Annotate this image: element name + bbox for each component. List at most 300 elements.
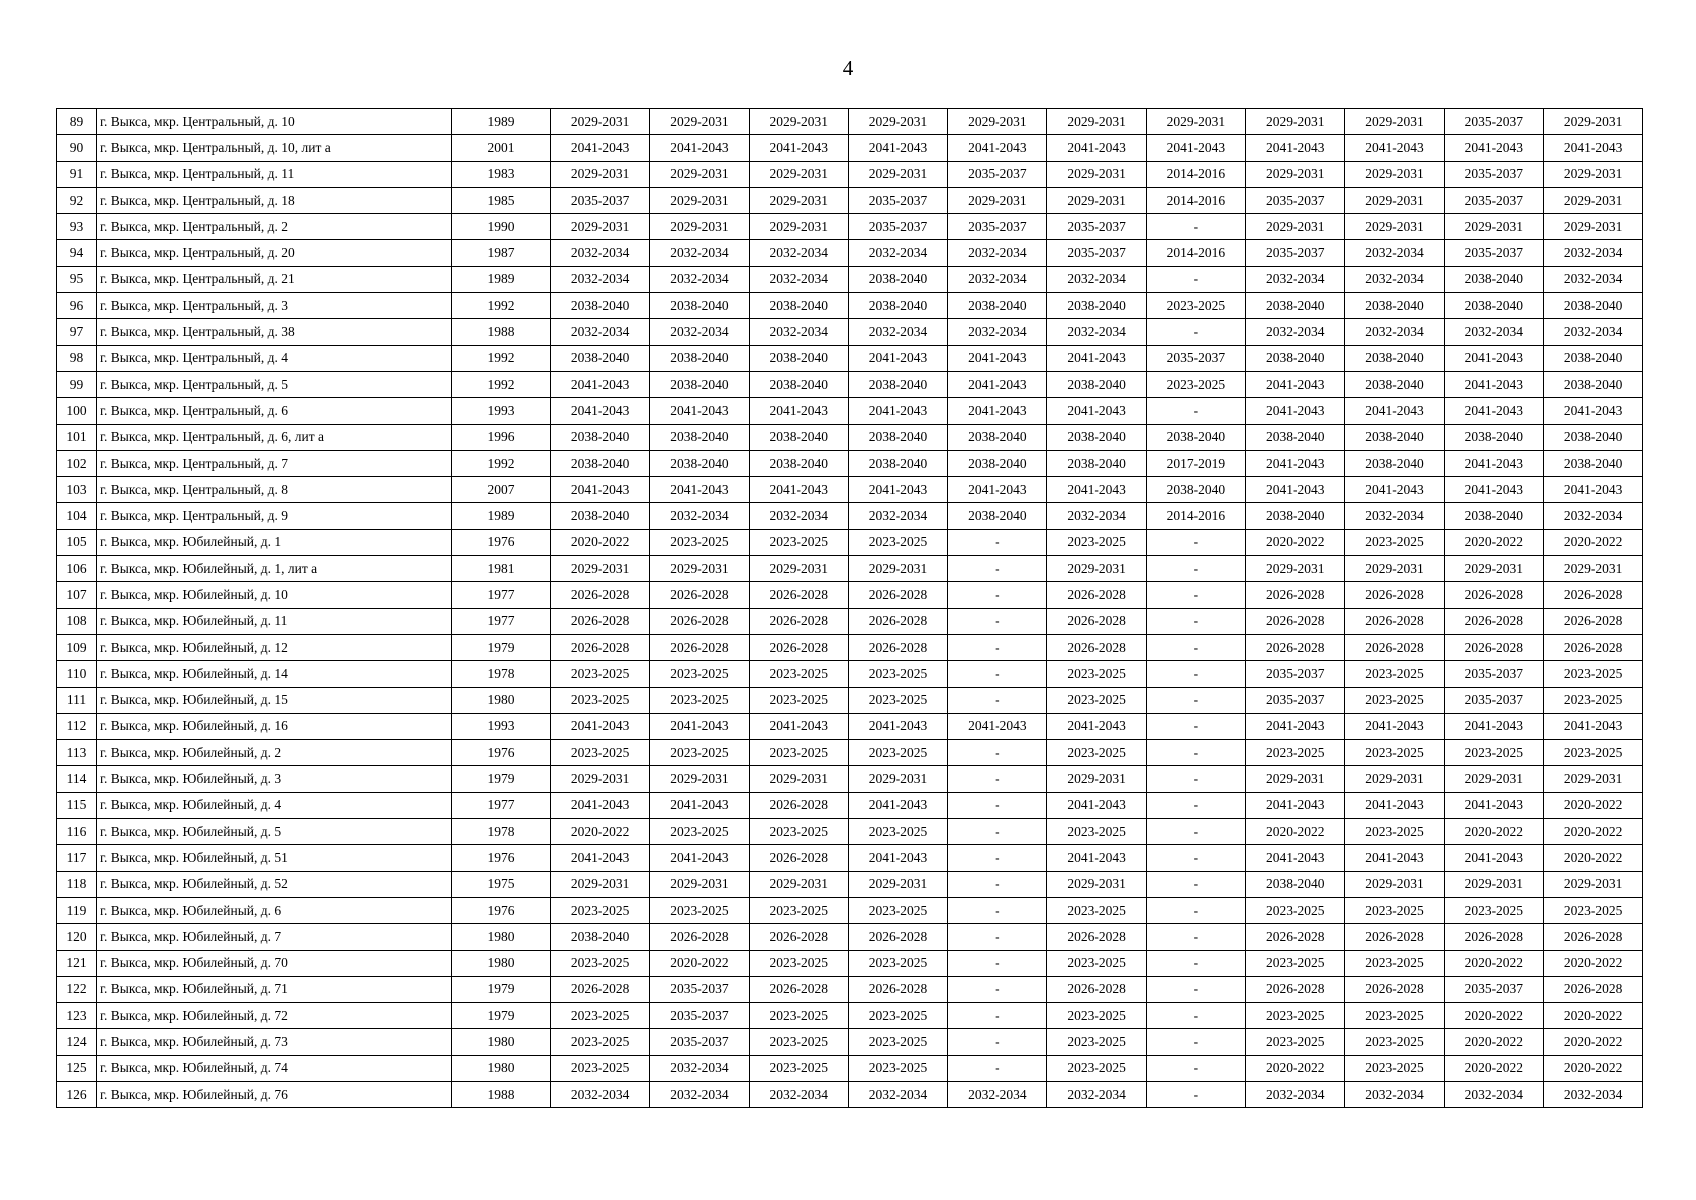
period-cell: 2026-2028 xyxy=(749,634,848,660)
period-cell: 2041-2043 xyxy=(650,845,749,871)
period-cell: 2032-2034 xyxy=(1047,503,1146,529)
period-cell: 2023-2025 xyxy=(551,950,650,976)
table-row xyxy=(57,398,1643,424)
table-row xyxy=(57,1003,1643,1029)
period-cell: 2032-2034 xyxy=(1047,319,1146,345)
period-cell: 2029-2031 xyxy=(650,161,749,187)
period-cell: 2020-2022 xyxy=(650,950,749,976)
period-cell: 2041-2043 xyxy=(1345,792,1444,818)
period-cell: 2029-2031 xyxy=(1246,214,1345,240)
period-cell: 2032-2034 xyxy=(1444,1081,1543,1107)
period-cell: 2029-2031 xyxy=(1543,871,1642,897)
period-cell: 2026-2028 xyxy=(749,976,848,1002)
period-cell: 2041-2043 xyxy=(848,345,947,371)
period-cell: 2035-2037 xyxy=(948,214,1047,240)
row-number-cell: 121 xyxy=(57,950,97,976)
period-cell: 2041-2043 xyxy=(1543,398,1642,424)
period-cell: - xyxy=(948,766,1047,792)
period-cell: 2032-2034 xyxy=(1345,240,1444,266)
period-cell: 2029-2031 xyxy=(1543,161,1642,187)
period-cell: - xyxy=(1146,1081,1245,1107)
period-cell: 2041-2043 xyxy=(848,713,947,739)
table-row xyxy=(57,1029,1643,1055)
year-cell: 1977 xyxy=(452,792,551,818)
period-cell: 2041-2043 xyxy=(1246,845,1345,871)
period-cell: 2023-2025 xyxy=(1047,950,1146,976)
period-cell: 2032-2034 xyxy=(650,240,749,266)
period-cell: 2029-2031 xyxy=(551,556,650,582)
year-cell: 1989 xyxy=(452,109,551,135)
period-cell: 2023-2025 xyxy=(749,1055,848,1081)
period-cell: 2041-2043 xyxy=(551,713,650,739)
period-cell: 2023-2025 xyxy=(749,819,848,845)
period-cell: - xyxy=(1146,687,1245,713)
period-cell: 2029-2031 xyxy=(848,161,947,187)
row-number-cell: 107 xyxy=(57,582,97,608)
period-cell: 2038-2040 xyxy=(1543,345,1642,371)
period-cell: 2029-2031 xyxy=(1146,109,1245,135)
period-cell: 2029-2031 xyxy=(749,161,848,187)
period-cell: - xyxy=(948,792,1047,818)
period-cell: 2029-2031 xyxy=(650,109,749,135)
table-row xyxy=(57,450,1643,476)
period-cell: 2029-2031 xyxy=(1543,214,1642,240)
period-cell: 2026-2028 xyxy=(551,608,650,634)
period-cell: 2038-2040 xyxy=(1246,424,1345,450)
period-cell: 2032-2034 xyxy=(948,1081,1047,1107)
period-cell: 2023-2025 xyxy=(749,740,848,766)
period-cell: - xyxy=(1146,634,1245,660)
period-cell: 2041-2043 xyxy=(1444,345,1543,371)
period-cell: 2023-2025 xyxy=(1444,897,1543,923)
period-cell: 2029-2031 xyxy=(650,556,749,582)
period-cell: 2026-2028 xyxy=(1047,608,1146,634)
period-cell: - xyxy=(1146,398,1245,424)
year-cell: 1976 xyxy=(452,740,551,766)
period-cell: - xyxy=(948,897,1047,923)
period-cell: 2038-2040 xyxy=(1444,503,1543,529)
period-cell: 2029-2031 xyxy=(749,766,848,792)
period-cell: 2023-2025 xyxy=(1047,661,1146,687)
period-cell: 2026-2028 xyxy=(1246,608,1345,634)
period-cell: 2038-2040 xyxy=(1246,503,1345,529)
year-cell: 1992 xyxy=(452,371,551,397)
period-cell: 2038-2040 xyxy=(848,450,947,476)
period-cell: 2023-2025 xyxy=(551,897,650,923)
period-cell: 2035-2037 xyxy=(1047,240,1146,266)
period-cell: 2020-2022 xyxy=(1444,1003,1543,1029)
period-cell: 2023-2025 xyxy=(650,687,749,713)
table-row xyxy=(57,556,1643,582)
period-cell: 2020-2022 xyxy=(551,529,650,555)
row-number-cell: 122 xyxy=(57,976,97,1002)
period-cell: 2023-2025 xyxy=(650,819,749,845)
period-cell: 2020-2022 xyxy=(1444,529,1543,555)
period-cell: 2041-2043 xyxy=(948,345,1047,371)
period-cell: 2041-2043 xyxy=(650,713,749,739)
period-cell: 2041-2043 xyxy=(1047,135,1146,161)
period-cell: 2032-2034 xyxy=(650,1055,749,1081)
period-cell: 2029-2031 xyxy=(1345,187,1444,213)
period-cell: 2035-2037 xyxy=(848,187,947,213)
address-cell: г. Выкса, мкр. Юбилейный, д. 71 xyxy=(97,976,452,1002)
period-cell: 2041-2043 xyxy=(650,477,749,503)
period-cell: 2038-2040 xyxy=(650,293,749,319)
period-cell: 2035-2037 xyxy=(1047,214,1146,240)
period-cell: 2038-2040 xyxy=(1345,424,1444,450)
period-cell: 2035-2037 xyxy=(1444,976,1543,1002)
year-cell: 1976 xyxy=(452,897,551,923)
table-row xyxy=(57,950,1643,976)
period-cell: 2026-2028 xyxy=(551,634,650,660)
period-cell: 2041-2043 xyxy=(650,135,749,161)
period-cell: 2041-2043 xyxy=(1246,371,1345,397)
table-row xyxy=(57,792,1643,818)
period-cell: - xyxy=(948,924,1047,950)
period-cell: 2038-2040 xyxy=(650,345,749,371)
period-cell: 2026-2028 xyxy=(749,845,848,871)
year-cell: 1976 xyxy=(452,845,551,871)
period-cell: 2023-2025 xyxy=(551,1055,650,1081)
period-cell: 2041-2043 xyxy=(948,398,1047,424)
period-cell: 2035-2037 xyxy=(1246,187,1345,213)
period-cell: 2041-2043 xyxy=(848,845,947,871)
period-cell: 2026-2028 xyxy=(1345,608,1444,634)
period-cell: 2029-2031 xyxy=(1047,556,1146,582)
period-cell: 2029-2031 xyxy=(551,161,650,187)
period-cell: 2014-2016 xyxy=(1146,240,1245,266)
period-cell: 2029-2031 xyxy=(749,109,848,135)
period-cell: 2026-2028 xyxy=(1246,976,1345,1002)
table-row xyxy=(57,1081,1643,1107)
period-cell: 2023-2025 xyxy=(551,1029,650,1055)
row-number-cell: 99 xyxy=(57,371,97,397)
year-cell: 1976 xyxy=(452,529,551,555)
row-number-cell: 125 xyxy=(57,1055,97,1081)
period-cell: 2038-2040 xyxy=(1345,293,1444,319)
period-cell: 2029-2031 xyxy=(1345,109,1444,135)
table-row xyxy=(57,240,1643,266)
period-cell: 2032-2034 xyxy=(551,319,650,345)
period-cell: 2023-2025 xyxy=(650,529,749,555)
address-cell: г. Выкса, мкр. Юбилейный, д. 52 xyxy=(97,871,452,897)
period-cell: 2041-2043 xyxy=(1047,792,1146,818)
row-number-cell: 120 xyxy=(57,924,97,950)
period-cell: - xyxy=(1146,976,1245,1002)
period-cell: - xyxy=(948,529,1047,555)
year-cell: 1992 xyxy=(452,293,551,319)
period-cell: 2038-2040 xyxy=(749,345,848,371)
period-cell: 2026-2028 xyxy=(551,976,650,1002)
period-cell: 2032-2034 xyxy=(848,503,947,529)
table-row xyxy=(57,1055,1643,1081)
period-cell: 2038-2040 xyxy=(749,293,848,319)
period-cell: 2038-2040 xyxy=(1444,266,1543,292)
period-cell: 2041-2043 xyxy=(551,845,650,871)
period-cell: 2026-2028 xyxy=(848,608,947,634)
row-number-cell: 124 xyxy=(57,1029,97,1055)
period-cell: 2023-2025 xyxy=(650,661,749,687)
period-cell: 2038-2040 xyxy=(1047,424,1146,450)
period-cell: 2041-2043 xyxy=(1246,450,1345,476)
period-cell: 2029-2031 xyxy=(650,766,749,792)
period-cell: 2041-2043 xyxy=(1345,477,1444,503)
period-cell: 2038-2040 xyxy=(948,424,1047,450)
year-cell: 1978 xyxy=(452,661,551,687)
period-cell: 2041-2043 xyxy=(551,371,650,397)
address-cell: г. Выкса, мкр. Центральный, д. 2 xyxy=(97,214,452,240)
period-cell: 2020-2022 xyxy=(1444,1029,1543,1055)
period-cell: 2041-2043 xyxy=(1444,713,1543,739)
year-cell: 1977 xyxy=(452,608,551,634)
period-cell: 2035-2037 xyxy=(1246,687,1345,713)
period-cell: 2038-2040 xyxy=(1345,450,1444,476)
period-cell: 2026-2028 xyxy=(1543,924,1642,950)
period-cell: 2023-2025 xyxy=(1146,293,1245,319)
row-number-cell: 114 xyxy=(57,766,97,792)
period-cell: - xyxy=(948,1003,1047,1029)
row-number-cell: 126 xyxy=(57,1081,97,1107)
period-cell: 2026-2028 xyxy=(1345,976,1444,1002)
period-cell: 2041-2043 xyxy=(1543,135,1642,161)
period-cell: 2023-2025 xyxy=(1345,950,1444,976)
period-cell: 2023-2025 xyxy=(1047,897,1146,923)
period-cell: 2041-2043 xyxy=(948,713,1047,739)
year-cell: 1979 xyxy=(452,634,551,660)
address-cell: г. Выкса, мкр. Юбилейный, д. 11 xyxy=(97,608,452,634)
table-row xyxy=(57,976,1643,1002)
address-cell: г. Выкса, мкр. Юбилейный, д. 1 xyxy=(97,529,452,555)
period-cell: 2026-2028 xyxy=(1444,582,1543,608)
period-cell: 2032-2034 xyxy=(848,319,947,345)
period-cell: 2023-2025 xyxy=(1047,529,1146,555)
period-cell: 2041-2043 xyxy=(1444,398,1543,424)
row-number-cell: 93 xyxy=(57,214,97,240)
address-cell: г. Выкса, мкр. Юбилейный, д. 72 xyxy=(97,1003,452,1029)
period-cell: 2032-2034 xyxy=(551,240,650,266)
period-cell: 2032-2034 xyxy=(749,266,848,292)
period-cell: 2023-2025 xyxy=(1345,529,1444,555)
table-row xyxy=(57,687,1643,713)
period-cell: 2041-2043 xyxy=(749,135,848,161)
year-cell: 1989 xyxy=(452,266,551,292)
period-cell: 2026-2028 xyxy=(749,608,848,634)
row-number-cell: 117 xyxy=(57,845,97,871)
period-cell: 2020-2022 xyxy=(1543,1029,1642,1055)
period-cell: 2023-2025 xyxy=(1543,661,1642,687)
period-cell: 2023-2025 xyxy=(1047,1029,1146,1055)
period-cell: - xyxy=(1146,214,1245,240)
period-cell: - xyxy=(1146,845,1245,871)
year-cell: 1979 xyxy=(452,766,551,792)
period-cell: 2023-2025 xyxy=(1047,819,1146,845)
period-cell: 2020-2022 xyxy=(1543,1055,1642,1081)
period-cell: 2038-2040 xyxy=(1047,450,1146,476)
period-cell: 2023-2025 xyxy=(551,661,650,687)
row-number-cell: 100 xyxy=(57,398,97,424)
row-number-cell: 108 xyxy=(57,608,97,634)
period-cell: 2023-2025 xyxy=(551,740,650,766)
period-cell: - xyxy=(948,634,1047,660)
period-cell: 2041-2043 xyxy=(1543,713,1642,739)
period-cell: - xyxy=(1146,871,1245,897)
year-cell: 1977 xyxy=(452,582,551,608)
period-cell: - xyxy=(948,1029,1047,1055)
period-cell: 2035-2037 xyxy=(1246,240,1345,266)
period-cell: 2023-2025 xyxy=(749,529,848,555)
period-cell: 2026-2028 xyxy=(848,634,947,660)
address-cell: г. Выкса, мкр. Юбилейный, д. 7 xyxy=(97,924,452,950)
period-cell: 2029-2031 xyxy=(551,766,650,792)
period-cell: 2032-2034 xyxy=(848,240,947,266)
table-row xyxy=(57,293,1643,319)
period-cell: - xyxy=(1146,529,1245,555)
period-cell: 2041-2043 xyxy=(1246,713,1345,739)
period-cell: - xyxy=(948,661,1047,687)
row-number-cell: 97 xyxy=(57,319,97,345)
period-cell: 2023-2025 xyxy=(1345,1055,1444,1081)
address-cell: г. Выкса, мкр. Юбилейный, д. 6 xyxy=(97,897,452,923)
row-number-cell: 101 xyxy=(57,424,97,450)
period-cell: 2029-2031 xyxy=(1345,871,1444,897)
period-cell: 2014-2016 xyxy=(1146,503,1245,529)
address-cell: г. Выкса, мкр. Юбилейный, д. 70 xyxy=(97,950,452,976)
table-row xyxy=(57,634,1643,660)
period-cell: 2032-2034 xyxy=(749,240,848,266)
period-cell: 2032-2034 xyxy=(749,503,848,529)
year-cell: 1992 xyxy=(452,450,551,476)
period-cell: 2041-2043 xyxy=(551,477,650,503)
period-cell: 2038-2040 xyxy=(551,424,650,450)
period-cell: 2041-2043 xyxy=(650,792,749,818)
period-cell: - xyxy=(1146,556,1245,582)
table-row xyxy=(57,924,1643,950)
address-cell: г. Выкса, мкр. Юбилейный, д. 10 xyxy=(97,582,452,608)
period-cell: 2020-2022 xyxy=(1543,819,1642,845)
row-number-cell: 116 xyxy=(57,819,97,845)
period-cell: 2029-2031 xyxy=(1047,161,1146,187)
period-cell: 2041-2043 xyxy=(1047,398,1146,424)
year-cell: 1979 xyxy=(452,1003,551,1029)
period-cell: 2032-2034 xyxy=(948,266,1047,292)
period-cell: - xyxy=(1146,740,1245,766)
address-cell: г. Выкса, мкр. Центральный, д. 4 xyxy=(97,345,452,371)
period-cell: 2032-2034 xyxy=(650,266,749,292)
period-cell: - xyxy=(1146,582,1245,608)
period-cell: 2023-2025 xyxy=(749,687,848,713)
table-row xyxy=(57,187,1643,213)
period-cell: 2035-2037 xyxy=(650,976,749,1002)
schedule-table-body xyxy=(57,109,1643,1108)
period-cell: 2026-2028 xyxy=(1047,924,1146,950)
period-cell: 2032-2034 xyxy=(1543,1081,1642,1107)
row-number-cell: 89 xyxy=(57,109,97,135)
period-cell: 2038-2040 xyxy=(1543,424,1642,450)
period-cell: 2032-2034 xyxy=(650,319,749,345)
period-cell: - xyxy=(1146,766,1245,792)
period-cell: 2032-2034 xyxy=(1345,266,1444,292)
period-cell: 2041-2043 xyxy=(749,477,848,503)
table-row xyxy=(57,897,1643,923)
period-cell: 2023-2025 xyxy=(1345,897,1444,923)
year-cell: 1988 xyxy=(452,319,551,345)
year-cell: 1993 xyxy=(452,398,551,424)
period-cell: 2026-2028 xyxy=(1543,976,1642,1002)
year-cell: 1980 xyxy=(452,687,551,713)
period-cell: 2029-2031 xyxy=(1047,766,1146,792)
period-cell: 2020-2022 xyxy=(1543,950,1642,976)
year-cell: 1983 xyxy=(452,161,551,187)
period-cell: 2023-2025 xyxy=(551,1003,650,1029)
year-cell: 1988 xyxy=(452,1081,551,1107)
address-cell: г. Выкса, мкр. Юбилейный, д. 14 xyxy=(97,661,452,687)
table-row xyxy=(57,608,1643,634)
period-cell: 2029-2031 xyxy=(1246,161,1345,187)
period-cell: 2029-2031 xyxy=(551,214,650,240)
period-cell: 2026-2028 xyxy=(1345,924,1444,950)
period-cell: 2038-2040 xyxy=(1246,871,1345,897)
period-cell: 2023-2025 xyxy=(1146,371,1245,397)
period-cell: 2041-2043 xyxy=(948,135,1047,161)
table-row xyxy=(57,819,1643,845)
year-cell: 1980 xyxy=(452,924,551,950)
period-cell: 2023-2025 xyxy=(1246,1029,1345,1055)
period-cell: 2041-2043 xyxy=(1246,477,1345,503)
period-cell: 2038-2040 xyxy=(749,450,848,476)
period-cell: - xyxy=(1146,819,1245,845)
period-cell: - xyxy=(948,976,1047,1002)
period-cell: 2029-2031 xyxy=(1444,871,1543,897)
period-cell: 2035-2037 xyxy=(848,214,947,240)
period-cell: 2032-2034 xyxy=(1246,266,1345,292)
address-cell: г. Выкса, мкр. Центральный, д. 20 xyxy=(97,240,452,266)
address-cell: г. Выкса, мкр. Юбилейный, д. 3 xyxy=(97,766,452,792)
period-cell: 2026-2028 xyxy=(650,924,749,950)
period-cell: 2041-2043 xyxy=(1345,135,1444,161)
period-cell: 2035-2037 xyxy=(1444,187,1543,213)
address-cell: г. Выкса, мкр. Юбилейный, д. 2 xyxy=(97,740,452,766)
period-cell: 2020-2022 xyxy=(1444,950,1543,976)
row-number-cell: 119 xyxy=(57,897,97,923)
period-cell: 2029-2031 xyxy=(1444,766,1543,792)
address-cell: г. Выкса, мкр. Центральный, д. 5 xyxy=(97,371,452,397)
period-cell: 2029-2031 xyxy=(749,214,848,240)
period-cell: 2023-2025 xyxy=(1345,1003,1444,1029)
period-cell: 2041-2043 xyxy=(1047,477,1146,503)
period-cell: 2041-2043 xyxy=(1444,371,1543,397)
table-row xyxy=(57,582,1643,608)
row-number-cell: 94 xyxy=(57,240,97,266)
table-row xyxy=(57,135,1643,161)
period-cell: - xyxy=(948,556,1047,582)
period-cell: 2032-2034 xyxy=(551,1081,650,1107)
period-cell: - xyxy=(948,740,1047,766)
period-cell: - xyxy=(1146,713,1245,739)
period-cell: 2023-2025 xyxy=(1047,687,1146,713)
period-cell: - xyxy=(1146,897,1245,923)
period-cell: 2026-2028 xyxy=(1543,608,1642,634)
period-cell: 2041-2043 xyxy=(1345,398,1444,424)
period-cell: 2026-2028 xyxy=(749,924,848,950)
address-cell: г. Выкса, мкр. Юбилейный, д. 76 xyxy=(97,1081,452,1107)
year-cell: 1978 xyxy=(452,819,551,845)
period-cell: 2038-2040 xyxy=(749,371,848,397)
address-cell: г. Выкса, мкр. Юбилейный, д. 16 xyxy=(97,713,452,739)
period-cell: 2023-2025 xyxy=(1345,740,1444,766)
period-cell: 2041-2043 xyxy=(1246,398,1345,424)
period-cell: 2023-2025 xyxy=(1444,740,1543,766)
address-cell: г. Выкса, мкр. Юбилейный, д. 15 xyxy=(97,687,452,713)
